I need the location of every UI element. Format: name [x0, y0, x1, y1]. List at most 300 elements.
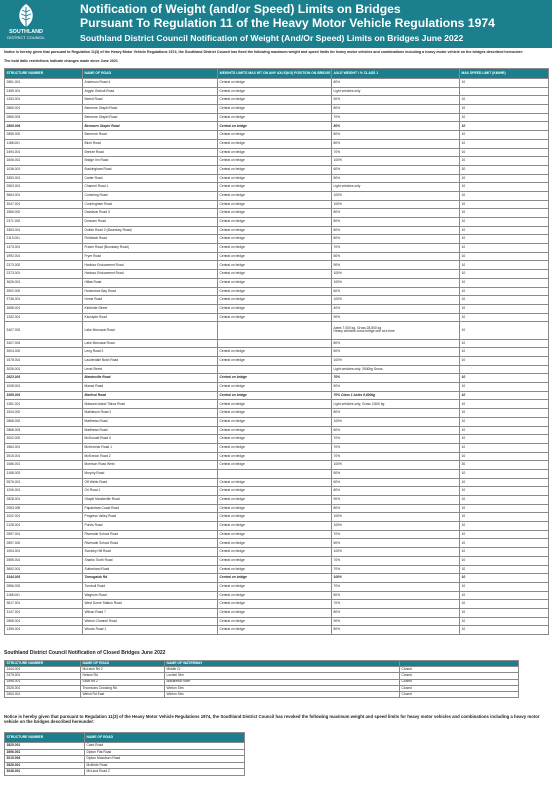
- speed-limit-cell: 10: [460, 174, 549, 183]
- speed-limit-cell: 30: [460, 461, 549, 470]
- axle-weight-cell: 100%: [332, 461, 460, 470]
- table-row: [5, 313, 549, 322]
- structure-number-cell: 3652.001: [5, 565, 83, 574]
- axle-weight-cell: 70%: [332, 374, 460, 383]
- road-name-cell: Off Webb Road: [83, 478, 218, 487]
- table-row: [5, 157, 549, 166]
- closed-bridges-heading: Southland District Council Notification of Closed Bridges June 2022: [4, 650, 166, 656]
- structure-number-cell: 2896.001: [5, 749, 85, 756]
- table-row: [5, 287, 549, 296]
- table-row: [5, 617, 549, 626]
- col-header-structure: STRUCTURE NUMBER: [5, 733, 85, 743]
- structure-number-cell: 1206.001: [5, 487, 83, 496]
- road-name-cell: Fryer Road: [83, 252, 218, 261]
- road-name-cell: Lake Monowai Road: [83, 339, 218, 348]
- table-row: [5, 769, 245, 776]
- speed-limit-cell: 10: [460, 96, 549, 105]
- revoked-limits-table: [4, 732, 245, 776]
- road-name-cell: McKerchar Road 1: [83, 443, 218, 452]
- position-cell: Central on bridge: [218, 452, 332, 461]
- road-name-cell: West Dome Station Road: [83, 600, 218, 609]
- structure-number-cell: 2371.002: [5, 218, 83, 227]
- table-row: [5, 522, 549, 531]
- road-name-cell: Birch Road: [83, 139, 218, 148]
- speed-limit-cell: 10: [460, 574, 549, 583]
- speed-limit-cell: 10: [460, 183, 549, 192]
- axle-weight-cell: 90%: [332, 313, 460, 322]
- logo-text-line1: SOUTHLAND: [9, 29, 43, 35]
- position-cell: Central on bridge: [218, 582, 332, 591]
- col-header-road: NAME OF ROAD: [83, 69, 218, 79]
- speed-limit-cell: 10: [460, 79, 549, 88]
- road-name-cell: Riverside School Road: [83, 539, 218, 548]
- speed-limit-cell: 10: [460, 478, 549, 487]
- waterway-cell: Middle Cr: [165, 667, 400, 673]
- speed-limit-cell: 10: [460, 131, 549, 140]
- header-banner: [0, 0, 552, 48]
- speed-limit-cell: 10: [460, 469, 549, 478]
- structure-number-cell: 2444.001: [5, 667, 81, 673]
- axle-weight-cell: 100%: [332, 157, 460, 166]
- table-row: [5, 322, 549, 339]
- structure-number-cell: 1281.001: [5, 400, 83, 409]
- structure-number-cell: 2865.004: [5, 122, 83, 131]
- table-row: [5, 565, 549, 574]
- road-name-cell: Otapiri Mandeville Road: [83, 496, 218, 505]
- structure-number-cell: 1658.001: [5, 304, 83, 313]
- road-name-cell: Murphy Road: [83, 469, 218, 478]
- position-cell: Central on bridge: [218, 113, 332, 122]
- position-cell: Central on bridge: [218, 105, 332, 114]
- structure-number-cell: 3353.001: [5, 174, 83, 183]
- structure-number-cell: 1036.001: [5, 165, 83, 174]
- structure-number-cell: 1168.001: [5, 591, 83, 600]
- road-name-cell: Woods Road 1: [83, 626, 218, 635]
- axle-weight-cell: 50%: [332, 383, 460, 392]
- position-cell: [218, 365, 332, 374]
- structure-number-cell: 1565.002: [5, 209, 83, 218]
- axle-weight-cell: 50%: [332, 174, 460, 183]
- position-cell: Central on bridge: [218, 591, 332, 600]
- axle-weight-cell: 100%: [332, 574, 460, 583]
- table-row: [5, 591, 549, 600]
- speed-limit-cell: 10: [460, 122, 549, 131]
- structure-number-cell: 3902.002: [5, 287, 83, 296]
- table-header-row: [5, 69, 549, 79]
- table-row: [5, 574, 549, 583]
- position-cell: Central on bridge: [218, 417, 332, 426]
- position-cell: Central on bridge: [218, 287, 332, 296]
- axle-weight-cell: 70%: [332, 435, 460, 444]
- road-name-cell: Channel Road 1: [83, 183, 218, 192]
- road-name-cell: Sutherland Road: [83, 565, 218, 574]
- axle-weight-cell: 70%: [332, 113, 460, 122]
- position-cell: Central on bridge: [218, 357, 332, 366]
- road-name-cell: Duncarn Road: [83, 218, 218, 227]
- road-name-cell: Benmore Otapiri Road: [83, 122, 218, 131]
- road-name-cell: Cunningham Road: [83, 200, 218, 209]
- structure-number-cell: 3004.002: [5, 348, 83, 357]
- table-row: [5, 79, 549, 88]
- position-cell: Central on bridge: [218, 539, 332, 548]
- structure-number-cell: 1086.001: [5, 461, 83, 470]
- position-cell: Central on bridge: [218, 391, 332, 400]
- road-name-cell: Turnbull Road: [83, 582, 218, 591]
- table-header-row: [5, 733, 245, 743]
- speed-limit-cell: 10: [460, 522, 549, 531]
- road-name-cell: Purvis Road: [83, 522, 218, 531]
- position-cell: Central on bridge: [218, 383, 332, 392]
- road-name-cell: Matthews Road: [83, 417, 218, 426]
- table-row: [5, 122, 549, 131]
- closed-bridges-table: [4, 660, 519, 698]
- table-row: [5, 270, 549, 279]
- table-row: [5, 756, 245, 763]
- axle-weight-cell: 70%: [332, 582, 460, 591]
- road-name-cell: McKinnon Road 2: [83, 452, 218, 461]
- structure-number-cell: 3617.001: [5, 600, 83, 609]
- table-row: [5, 244, 549, 253]
- position-cell: Central on bridge: [218, 435, 332, 444]
- structure-number-cell: 2856.002: [5, 582, 83, 591]
- structure-number-cell: 2868.002: [5, 417, 83, 426]
- col-header-road: NAME OF ROAD: [81, 661, 165, 667]
- speed-limit-cell: 10: [460, 235, 549, 244]
- table-row: [5, 452, 549, 461]
- road-name-cell: Benmore Otapiri Road: [83, 113, 218, 122]
- structure-number-cell: 1253.001: [5, 96, 83, 105]
- road-name-cell: Breeze Road: [83, 148, 218, 157]
- road-name-cell: Morrison Road West: [83, 461, 218, 470]
- speed-limit-cell: 10: [460, 313, 549, 322]
- axle-weight-cell: 70%: [332, 565, 460, 574]
- speed-limit-cell: 10: [460, 591, 549, 600]
- axle-weight-cell: Light vehicles only, Gross 3,500 kg: [332, 400, 460, 409]
- axle-weight-cell: 80%: [332, 626, 460, 635]
- structure-number-cell: 1008.001: [5, 383, 83, 392]
- col-header-structure: STRUCTURE NUMBER: [5, 69, 83, 79]
- table-row: [5, 131, 549, 140]
- position-cell: Central on bridge: [218, 148, 332, 157]
- axle-weight-cell: 80%: [332, 226, 460, 235]
- position-cell: Central on bridge: [218, 522, 332, 531]
- axle-weight-cell: 100%: [332, 270, 460, 279]
- position-cell: Central on bridge: [218, 218, 332, 227]
- table-row: [5, 165, 549, 174]
- axle-weight-cell: 90%: [332, 617, 460, 626]
- road-name-cell: Mataura Island Titiroa Road: [83, 400, 218, 409]
- axle-weight-cell: 60%: [332, 426, 460, 435]
- position-cell: [218, 339, 332, 348]
- road-name-cell: Dipton Flat Road: [85, 749, 245, 756]
- position-cell: Central on bridge: [218, 443, 332, 452]
- position-cell: Central on bridge: [218, 608, 332, 617]
- table-row: [5, 261, 549, 270]
- speed-limit-cell: 10: [460, 487, 549, 496]
- structure-number-cell: 3015.004: [5, 756, 85, 763]
- position-cell: Central on bridge: [218, 374, 332, 383]
- speed-limit-cell: 10: [460, 391, 549, 400]
- table-row: [5, 235, 549, 244]
- notice-paragraph: Notice is hereby given that pursuant to Regulation 11(3) of the Heavy Motor Vehicle Regulations 1974, the Southland District Council has fixed the following maximum weight and speed limits for heavy motor vehicles and combinations including a heavy motor vehicle on the bridges described hereunder:: [4, 50, 524, 54]
- position-cell: Central on bridge: [218, 131, 332, 140]
- waterway-cell: Winton Stm: [165, 685, 400, 691]
- structure-number-cell: 2828.001: [5, 496, 83, 505]
- speed-limit-cell: 10: [460, 400, 549, 409]
- speed-limit-cell: 10: [460, 452, 549, 461]
- weight-limits-table: [4, 68, 549, 635]
- table-row: [5, 105, 549, 114]
- position-cell: Central on bridge: [218, 87, 332, 96]
- axle-weight-cell: 100%: [332, 278, 460, 287]
- speed-limit-cell: 10: [460, 357, 549, 366]
- speed-limit-cell: 10: [460, 617, 549, 626]
- road-name-cell: Progress Valley Road: [83, 513, 218, 522]
- position-cell: Central on bridge: [218, 426, 332, 435]
- table-row: [5, 443, 549, 452]
- speed-limit-cell: 10: [460, 157, 549, 166]
- road-name-cell: Harbour Endowment Road: [83, 270, 218, 279]
- structure-number-cell: 2373.002: [5, 261, 83, 270]
- position-cell: Central on bridge: [218, 626, 332, 635]
- axle-weight-cell: 100%: [332, 513, 460, 522]
- speed-limit-cell: 10: [460, 191, 549, 200]
- position-cell: Central on bridge: [218, 244, 332, 253]
- speed-limit-cell: 10: [460, 139, 549, 148]
- road-name-cell: Marlival Road: [83, 391, 218, 400]
- speed-limit-cell: 10: [460, 426, 549, 435]
- structure-number-cell: 1606.001: [5, 157, 83, 166]
- axle-weight-cell: 60%: [332, 287, 460, 296]
- logo-text-line2: DISTRICT COUNCIL: [7, 35, 45, 40]
- structure-number-cell: 2897.002: [5, 539, 83, 548]
- speed-limit-cell: 10: [460, 304, 549, 313]
- council-logo: [4, 3, 48, 45]
- axle-weight-cell: 90%: [332, 496, 460, 505]
- table-row: [5, 608, 549, 617]
- speed-limit-cell: 10: [460, 287, 549, 296]
- speed-limit-cell: 10: [460, 496, 549, 505]
- structure-number-cell: 2475.001: [5, 673, 81, 679]
- road-name-cell: Scrubby Hill Road: [83, 548, 218, 557]
- position-cell: Central on bridge: [218, 296, 332, 305]
- axle-weight-cell: 80%: [332, 131, 460, 140]
- speed-limit-cell: 10: [460, 383, 549, 392]
- speed-limit-cell: 10: [460, 226, 549, 235]
- road-name-cell: Scott Rd 2: [81, 679, 165, 685]
- table-row: [5, 548, 549, 557]
- position-cell: Central on bridge: [218, 530, 332, 539]
- road-name-cell: Tomogalak Rd: [83, 574, 218, 583]
- axle-weight-cell: 80%: [332, 504, 460, 513]
- road-name-cell: Winton Channel Road: [83, 617, 218, 626]
- speed-limit-cell: 10: [460, 374, 549, 383]
- road-name-cell: Thomsons Crossing Rd: [81, 685, 165, 691]
- road-name-cell: Fieldwick Road: [83, 235, 218, 244]
- axle-weight-cell: 70%: [332, 530, 460, 539]
- table-row: [5, 278, 549, 287]
- structure-number-cell: 3147.001: [5, 608, 83, 617]
- speed-limit-cell: 10: [460, 417, 549, 426]
- road-name-cell: Papatotara Coast Road: [83, 504, 218, 513]
- road-name-cell: Waghorn Road: [83, 591, 218, 600]
- axle-weight-cell: 70%: [332, 452, 460, 461]
- speed-limit-cell: 10: [460, 200, 549, 209]
- position-cell: Central on bridge: [218, 461, 332, 470]
- revocation-notice-paragraph: Notice is hereby given that pursuant to Regulation 11(3) of the Heavy Motor Vehicle Regulations 1974, the Southland District Council has revoked the following maximum weight and speed limits for heavy motor vehicles and combinations including a heavy motor vehicle on the bridges described hereunder:: [4, 714, 540, 725]
- road-name-cell: Sharks Tooth Road: [83, 556, 218, 565]
- road-name-cell: McLeish Rd 2: [81, 667, 165, 673]
- road-name-cell: Dipton Mossburn Road: [85, 756, 245, 763]
- structure-number-cell: 2895.002: [5, 131, 83, 140]
- status-cell: Closed: [400, 685, 519, 691]
- table-row: [5, 174, 549, 183]
- structure-number-cell: 2897.001: [5, 530, 83, 539]
- speed-limit-cell: 10: [460, 548, 549, 557]
- structure-number-cell: 1054.001: [5, 548, 83, 557]
- road-name-cell: Riverside School Road: [83, 530, 218, 539]
- table-row: [5, 357, 549, 366]
- road-name-cell: McDonald Road 4: [83, 435, 218, 444]
- speed-limit-cell: 10: [460, 435, 549, 444]
- notification-heading: Southland District Council Notification of Weight (And/Or Speed) Limits on Bridges June 2022: [80, 33, 464, 43]
- road-name-cell: Hillas Road: [83, 278, 218, 287]
- position-cell: Central on bridge: [218, 513, 332, 522]
- speed-limit-cell: 30: [460, 165, 549, 174]
- road-name-cell: Bedvit Road: [83, 96, 218, 105]
- structure-number-cell: 2826.001: [5, 762, 85, 769]
- table-row: [5, 218, 549, 227]
- position-cell: Central on bridge: [218, 348, 332, 357]
- fern-leaf-icon: [11, 3, 41, 29]
- axle-weight-cell: 80%: [332, 105, 460, 114]
- structure-number-cell: 2128.001: [5, 522, 83, 531]
- structure-number-cell: 1065.001: [5, 391, 83, 400]
- axle-weight-cell: 50%: [332, 469, 460, 478]
- table-row: [5, 487, 549, 496]
- position-cell: Central on bridge: [218, 200, 332, 209]
- position-cell: Central on bridge: [218, 226, 332, 235]
- axle-weight-cell: 80%: [332, 218, 460, 227]
- structure-number-cell: 2373.001: [5, 270, 83, 279]
- table-row: [5, 426, 549, 435]
- table-row: [5, 148, 549, 157]
- speed-limit-cell: 10: [460, 556, 549, 565]
- position-cell: Central on bridge: [218, 409, 332, 418]
- road-name-cell: Benmore Road: [83, 131, 218, 140]
- structure-number-cell: 1534.002: [5, 409, 83, 418]
- table-row: [5, 139, 549, 148]
- axle-weight-cell: 70%: [332, 556, 460, 565]
- axle-weight-cell: 90%: [332, 261, 460, 270]
- speed-limit-cell: 10: [460, 270, 549, 279]
- speed-limit-cell: 10: [460, 218, 549, 227]
- table-row: [5, 304, 549, 313]
- road-name-cell: Harbour Endowment Road: [83, 261, 218, 270]
- road-name-cell: Klondyke Road: [83, 313, 218, 322]
- table-row: [5, 409, 549, 418]
- road-name-cell: Carter Road: [83, 174, 218, 183]
- table-row: [5, 539, 549, 548]
- position-cell: Central on bridge: [218, 183, 332, 192]
- structure-number-cell: 1373.001: [5, 244, 83, 253]
- axle-weight-cell: Light vehicles only: [332, 183, 460, 192]
- structure-number-cell: 2623.001: [5, 374, 83, 383]
- road-name-cell: Cumming Road: [83, 191, 218, 200]
- status-cell: Closed: [400, 679, 519, 685]
- col-header-waterway: NAME OF WATERWAY: [165, 661, 400, 667]
- road-name-cell: Argyle Otahuti Road: [83, 87, 218, 96]
- position-cell: Central on bridge: [218, 209, 332, 218]
- waterway-cell: Lochiel Stm: [165, 673, 400, 679]
- table-row: [5, 469, 549, 478]
- axle-weight-cell: 100%: [332, 522, 460, 531]
- table-row: [5, 191, 549, 200]
- speed-limit-cell: 10: [460, 296, 549, 305]
- position-cell: Central on bridge: [218, 235, 332, 244]
- position-cell: Central on bridge: [218, 79, 332, 88]
- table-row: [5, 530, 549, 539]
- structure-number-cell: 1186.001: [5, 139, 83, 148]
- structure-number-cell: 3158.002: [5, 469, 83, 478]
- structure-number-cell: 2053.005: [5, 504, 83, 513]
- structure-number-cell: 2563.001: [5, 183, 83, 192]
- speed-limit-cell: 10: [460, 608, 549, 617]
- table-row: [5, 400, 549, 409]
- col-header-weights: WEIGHTS LIMITS MAX WT ON ANY AXLE(KG) POSITION ON BRIDGE: [218, 69, 332, 79]
- position-cell: Central on bridge: [218, 174, 332, 183]
- axle-weight-cell: 80%: [332, 409, 460, 418]
- speed-limit-cell: 10: [460, 278, 549, 287]
- road-name-cell: Mandeville Road: [83, 374, 218, 383]
- speed-limit-cell: 10: [460, 252, 549, 261]
- table-row: [5, 391, 549, 400]
- axle-weight-cell: 80%: [332, 487, 460, 496]
- position-cell: Central on bridge: [218, 139, 332, 148]
- speed-limit-cell: 10: [460, 539, 549, 548]
- structure-number-cell: 2865.001: [5, 105, 83, 114]
- structure-number-cell: 1584.001: [5, 443, 83, 452]
- table-row: [5, 435, 549, 444]
- table-row: [5, 582, 549, 591]
- position-cell: Central on bridge: [218, 261, 332, 270]
- position-cell: Central on bridge: [218, 400, 332, 409]
- axle-weight-cell: 80%: [332, 339, 460, 348]
- structure-number-cell: 3407.002: [5, 322, 83, 339]
- axle-weight-cell: 50%: [332, 591, 460, 600]
- position-cell: Central on bridge: [218, 191, 332, 200]
- road-name-cell: Kirkbride Street: [83, 304, 218, 313]
- table-row: [5, 626, 549, 635]
- road-name-cell: Bridge Inn Road: [83, 157, 218, 166]
- position-cell: Central on bridge: [218, 504, 332, 513]
- table-row: [5, 374, 549, 383]
- road-name-cell: Caird Road: [85, 743, 245, 750]
- table-row: [5, 749, 245, 756]
- status-cell: Closed: [400, 667, 519, 673]
- axle-weight-cell: Light vehicles only: [332, 87, 460, 96]
- road-name-cell: Mathieson Road 2: [83, 409, 218, 418]
- axle-weight-cell: 100%: [332, 191, 460, 200]
- speed-limit-cell: 10: [460, 443, 549, 452]
- axle-weight-cell: 70%: [332, 244, 460, 253]
- road-name-cell: Lake Monowai Road: [83, 322, 218, 339]
- speed-limit-cell: 10: [460, 600, 549, 609]
- table-row: [5, 339, 549, 348]
- structure-number-cell: 3654.001: [5, 191, 83, 200]
- axle-weight-cell: 50%: [332, 96, 460, 105]
- speed-limit-cell: 10: [460, 148, 549, 157]
